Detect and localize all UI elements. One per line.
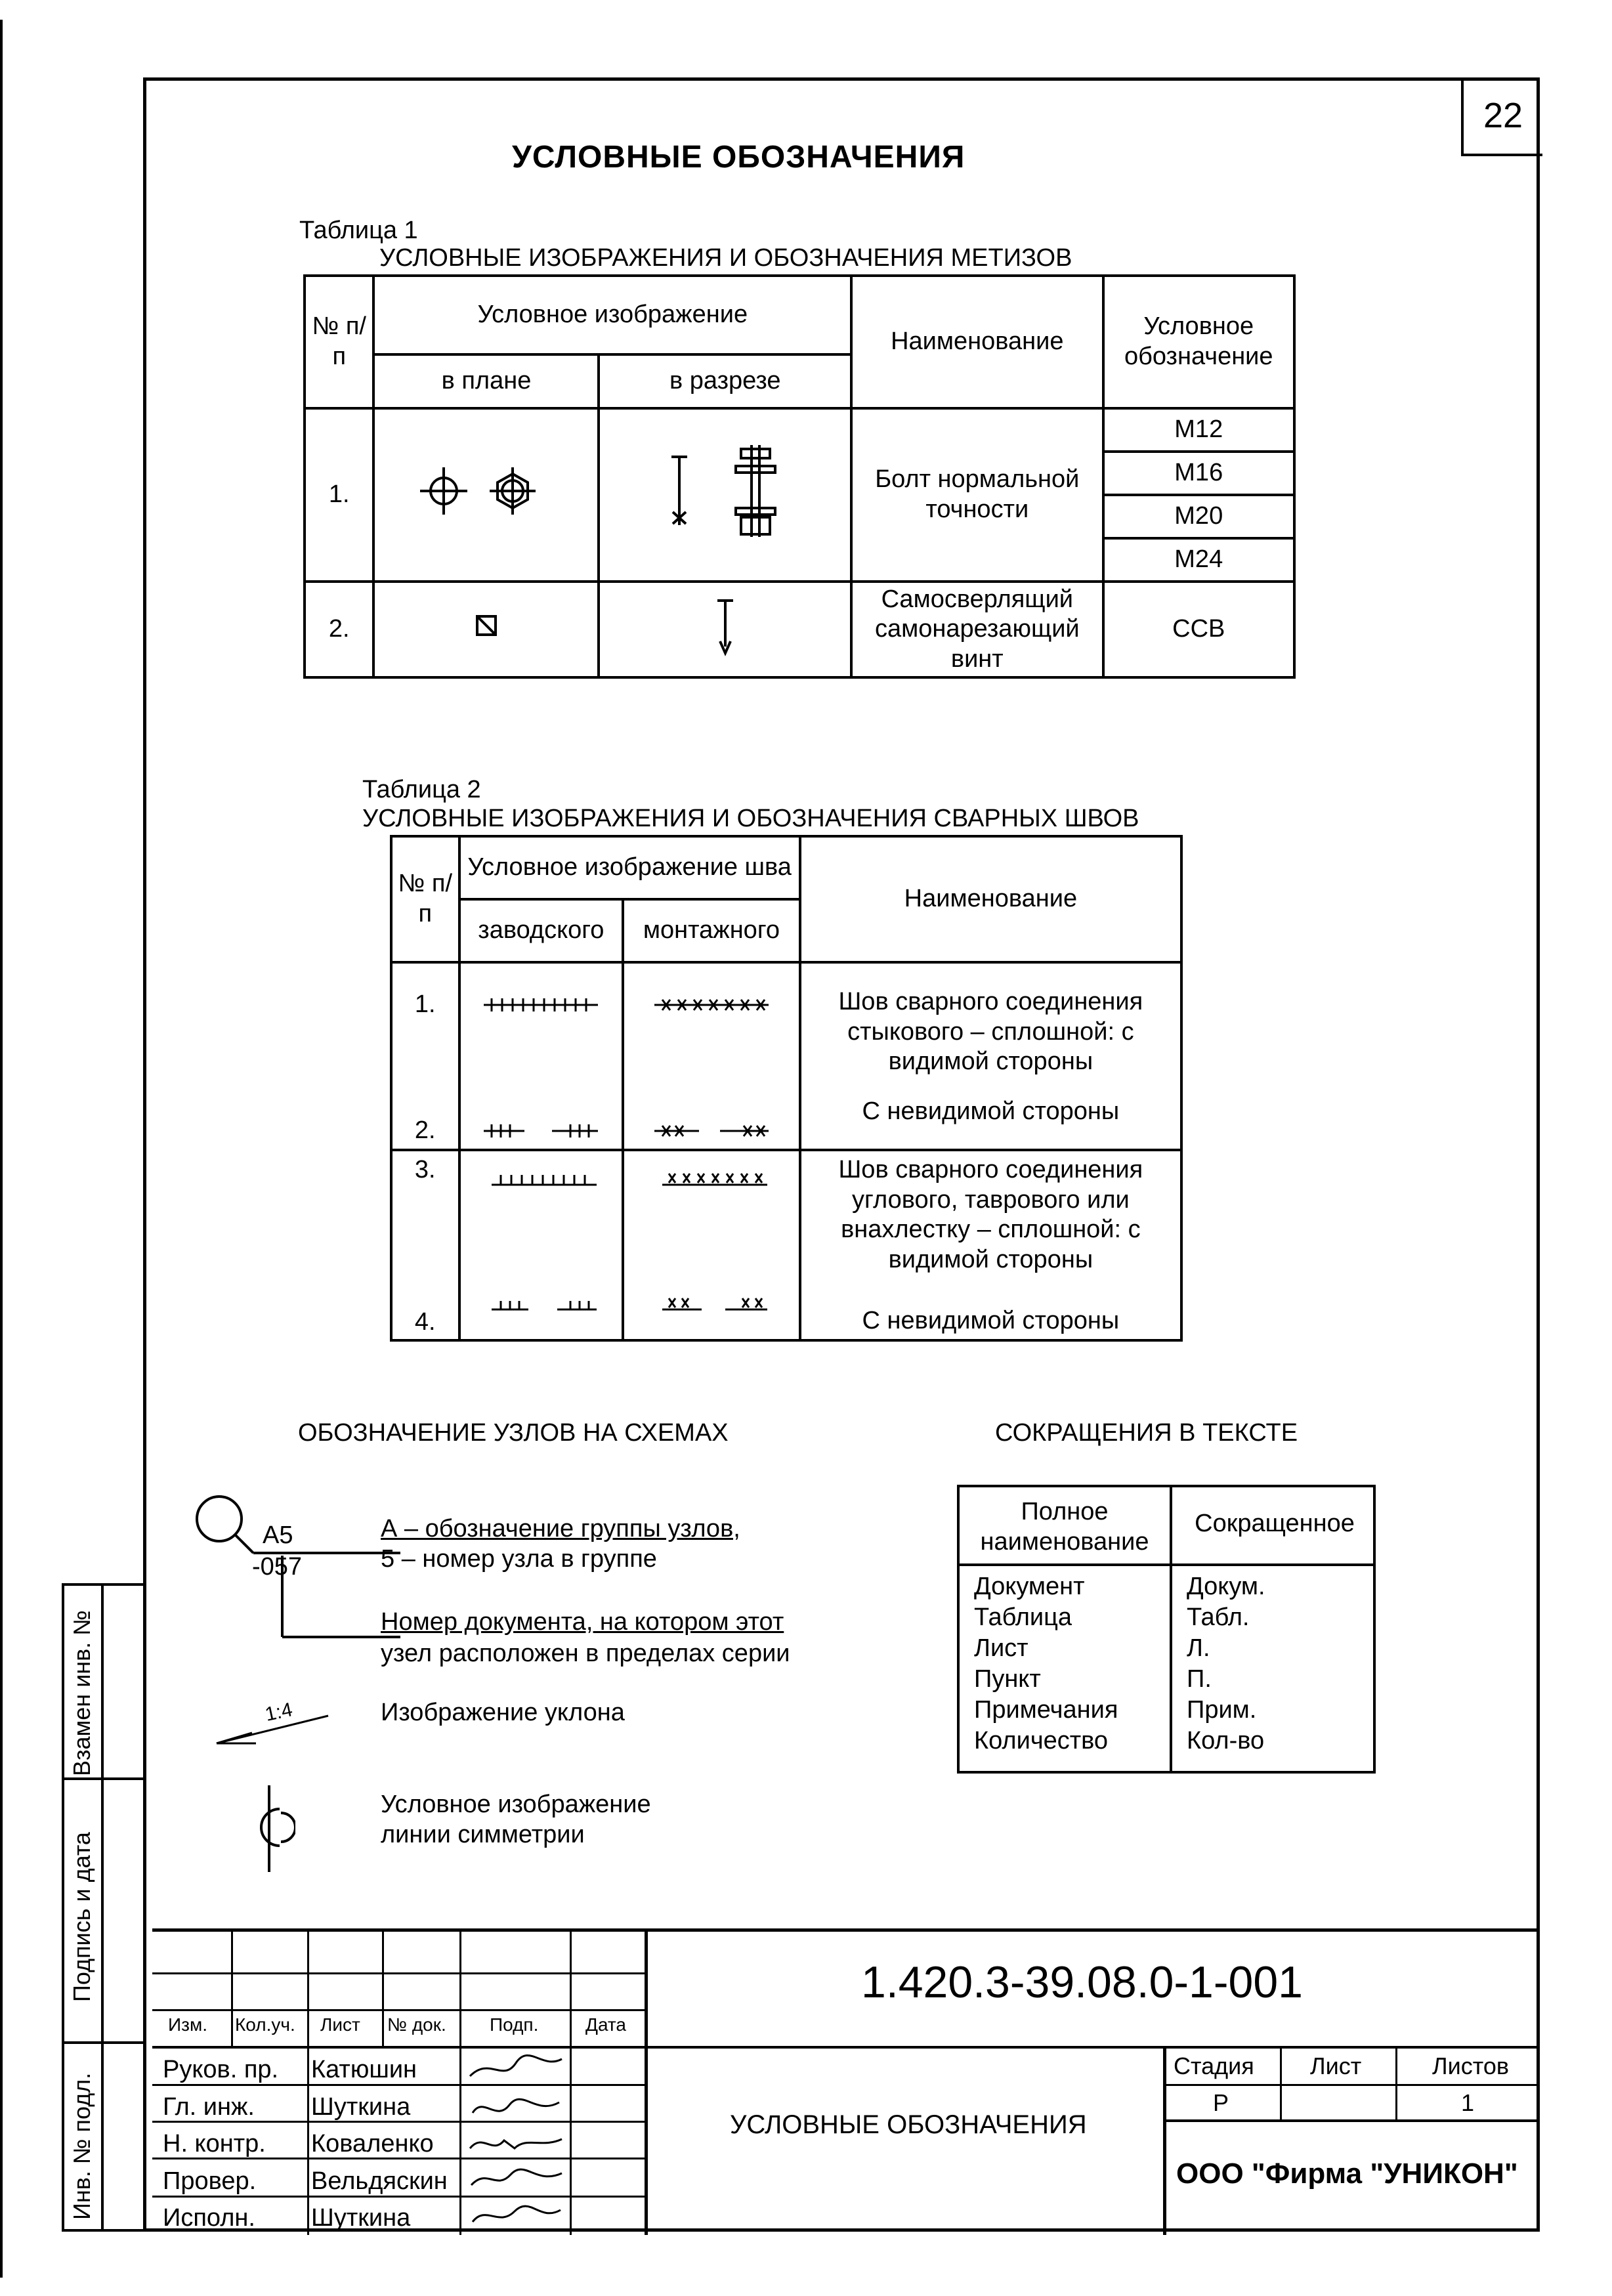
t2-row1-no: 1.: [414, 990, 436, 1018]
t2-col-factory: заводского: [459, 899, 624, 962]
abbr-full-5: Количество: [974, 1727, 1109, 1754]
t2-row3-no: 3.: [414, 1156, 436, 1183]
abbr-short-4: Прим.: [1187, 1696, 1257, 1724]
side-sign-date-label: Подпись и дата: [68, 1832, 95, 2002]
weld-site-hidden-icon: [649, 1121, 774, 1141]
t1-row2-name: Самосверлящий самонарезающий винт: [851, 582, 1103, 677]
t2-col-image: Условное изображение шва: [459, 836, 800, 899]
t2-group2-no: [391, 1150, 459, 1340]
t2-col-site: монтажного: [623, 899, 800, 962]
nodes-heading: ОБОЗНАЧЕНИЕ УЗЛОВ НА СХЕМАХ: [298, 1419, 729, 1447]
table1-caption: Таблица 1: [299, 217, 418, 244]
bolt-section-icon: [647, 438, 804, 543]
node-desc-line1: А – обозначение группы узлов,: [381, 1515, 740, 1542]
stamp-name-1: Шуткина: [311, 2093, 411, 2121]
stamp-sheets-value: 1: [1461, 2089, 1475, 2116]
stamp-h-izm: Изм.: [168, 2014, 207, 2035]
abbr-table: [957, 1485, 1376, 1774]
abbr-full-list: [974, 1571, 1118, 1756]
t1-col-section: в разрезе: [599, 354, 851, 408]
slope-label: Изображение уклона: [381, 1699, 625, 1726]
t1-row1-plan: [373, 408, 599, 582]
t1-col-designation: Условное обозначение: [1103, 276, 1295, 408]
stamp-name-4: Шуткина: [311, 2204, 411, 2232]
t1-row1-name: Болт нормальной точности: [851, 408, 1103, 582]
t1-row1-no: 1.: [305, 408, 373, 582]
t1-col-plan: в плане: [373, 354, 599, 408]
t1-row1-section: [599, 408, 851, 582]
t1-row2-no: 2.: [305, 582, 373, 677]
sheet-number: 22: [1461, 77, 1542, 156]
t1-col-image: Условное изображение: [373, 276, 851, 354]
stamp-role-0: Руков. пр.: [163, 2056, 279, 2083]
t1-row1-m20: М20: [1103, 495, 1295, 538]
abbr-col-short: Сокращенное: [1195, 1510, 1355, 1537]
abbr-full-4: Примечания: [974, 1696, 1118, 1724]
t2-group2-name: [800, 1150, 1181, 1340]
t2-row1-name: Шов сварного соединения стыкового – сплошной: с видимой стороны: [838, 988, 1143, 1076]
abbr-col-full: Полное наименование: [980, 1498, 1149, 1556]
t2-group1-site: [623, 962, 800, 1150]
stamp-h-date: Дата: [585, 2014, 627, 2035]
slope-value: 1:4: [263, 1699, 295, 1726]
t2-row4-no: 4.: [414, 1307, 436, 1336]
weld-fillet-site-visible-icon: [649, 1168, 774, 1188]
abbr-short-2: Л.: [1187, 1634, 1210, 1662]
t2-group1-no: [391, 962, 459, 1150]
screw-section-icon: [712, 593, 738, 658]
t1-row1-m12: М12: [1103, 408, 1295, 452]
abbr-heading: СОКРАЩЕНИЯ В ТЕКСТЕ: [995, 1419, 1298, 1447]
abbr-full-3: Пункт: [974, 1665, 1041, 1693]
node-mark-bottom: -057: [252, 1553, 303, 1581]
weld-fillet-site-hidden-icon: [649, 1293, 774, 1313]
weld-site-visible-icon: [649, 995, 774, 1015]
t2-col-no: № п/п: [391, 836, 459, 962]
weld-factory-visible-icon: [478, 995, 603, 1015]
stamp-company: ООО "Фирма "УНИКОН": [1176, 2158, 1518, 2190]
stamp-sheets-label: Листов: [1432, 2052, 1509, 2079]
abbr-short-5: Кол-во: [1187, 1727, 1265, 1754]
stamp-role-1: Гл. инж.: [163, 2093, 255, 2121]
abbr-full-0: Документ: [974, 1573, 1085, 1600]
stamp-role-2: Н. контр.: [163, 2130, 266, 2158]
stamp-h-sign: Подп.: [490, 2014, 539, 2035]
stamp-h-doc: № док.: [387, 2014, 446, 2035]
symmetry-line2: линии симметрии: [381, 1821, 585, 1848]
binding-line: [0, 20, 3, 2278]
t2-group2-site: [623, 1150, 800, 1340]
stamp-name-3: Вельдяскин: [311, 2167, 448, 2195]
t1-col-name: Наименование: [851, 276, 1103, 408]
side-inv-orig-label: Инв. № подл.: [68, 2072, 95, 2220]
abbr-short-3: П.: [1187, 1665, 1212, 1693]
t1-row2-plan: [373, 582, 599, 677]
signature-scribbles: [463, 2050, 568, 2234]
node-mark-top: А5: [263, 1521, 293, 1549]
t2-group2-factory: [459, 1150, 624, 1340]
table2-heading: УСЛОВНЫЕ ИЗОБРАЖЕНИЯ И ОБОЗНАЧЕНИЯ СВАРНЫХ ШВОВ: [362, 805, 1139, 832]
t2-row4-name: С невидимой стороны: [862, 1307, 1120, 1335]
t1-row1-m16: М16: [1103, 452, 1295, 495]
title-block: [152, 1928, 1540, 2235]
symmetry-icon: [243, 1783, 295, 1875]
stamp-stage-value: Р: [1213, 2089, 1229, 2116]
stamp-roles: [163, 2051, 278, 2237]
abbr-short-0: Докум.: [1187, 1573, 1265, 1600]
table1-heading: УСЛОВНЫЕ ИЗОБРАЖЕНИЯ И ОБОЗНАЧЕНИЯ МЕТИЗОВ: [379, 244, 1072, 272]
screw-plan-icon: [473, 612, 499, 639]
node-desc-line4: узел расположен в пределах серии: [381, 1640, 790, 1667]
t1-row1-m24: М24: [1103, 538, 1295, 582]
stamp-doc-code: 1.420.3-39.08.0-1-001: [861, 1957, 1303, 2007]
t2-row3-name: Шов сварного соединения углового, таврового или внахлестку – сплошной: с видимой стороны: [838, 1156, 1143, 1273]
t1-col-no: № п/п: [305, 276, 373, 408]
abbr-full-1: Таблица: [974, 1604, 1072, 1631]
stamp-names: [311, 2051, 448, 2237]
abbr-short-1: Табл.: [1187, 1604, 1250, 1631]
node-desc-line2: 5 – номер узла в группе: [381, 1545, 657, 1573]
t2-group1-name: [800, 962, 1181, 1150]
side-replace-inv-label: Взамен инв. №: [68, 1610, 95, 1776]
stamp-role-3: Провер.: [163, 2167, 257, 2195]
bolt-plan-icon: [411, 458, 562, 524]
stamp-h-list: Лист: [320, 2014, 360, 2035]
stamp-stage-label: Стадия: [1174, 2052, 1254, 2079]
weld-fillet-factory-hidden-icon: [478, 1293, 603, 1313]
t2-row2-no: 2.: [414, 1116, 436, 1144]
abbr-short-list: [1187, 1571, 1265, 1756]
t1-row2-designation: ССВ: [1103, 582, 1295, 677]
stamp-role-4: Исполн.: [163, 2204, 255, 2232]
t1-row2-section: [599, 582, 851, 677]
stamp-h-koluch: Кол.уч.: [235, 2014, 295, 2035]
stamp-sheet-label: Лист: [1310, 2052, 1362, 2079]
table1: [303, 274, 1296, 679]
stamp-name-2: Коваленко: [311, 2130, 434, 2158]
weld-fillet-factory-visible-icon: [478, 1168, 603, 1188]
t2-col-name: Наименование: [800, 836, 1181, 962]
abbr-full-2: Лист: [974, 1634, 1029, 1662]
stamp-name-0: Катюшин: [311, 2056, 417, 2083]
table2: [390, 835, 1183, 1342]
node-desc-line3: Номер документа, на котором этот: [381, 1608, 784, 1636]
page-title: УСЛОВНЫЕ ОБОЗНАЧЕНИЯ: [512, 140, 965, 175]
t2-row2-name: С невидимой стороны: [862, 1097, 1120, 1125]
weld-factory-hidden-icon: [478, 1121, 603, 1141]
table2-caption: Таблица 2: [362, 776, 481, 803]
stamp-doc-title: УСЛОВНЫЕ ОБОЗНАЧЕНИЯ: [730, 2110, 1087, 2139]
symmetry-line1: Условное изображение: [381, 1791, 651, 1818]
t2-group1-factory: [459, 962, 624, 1150]
